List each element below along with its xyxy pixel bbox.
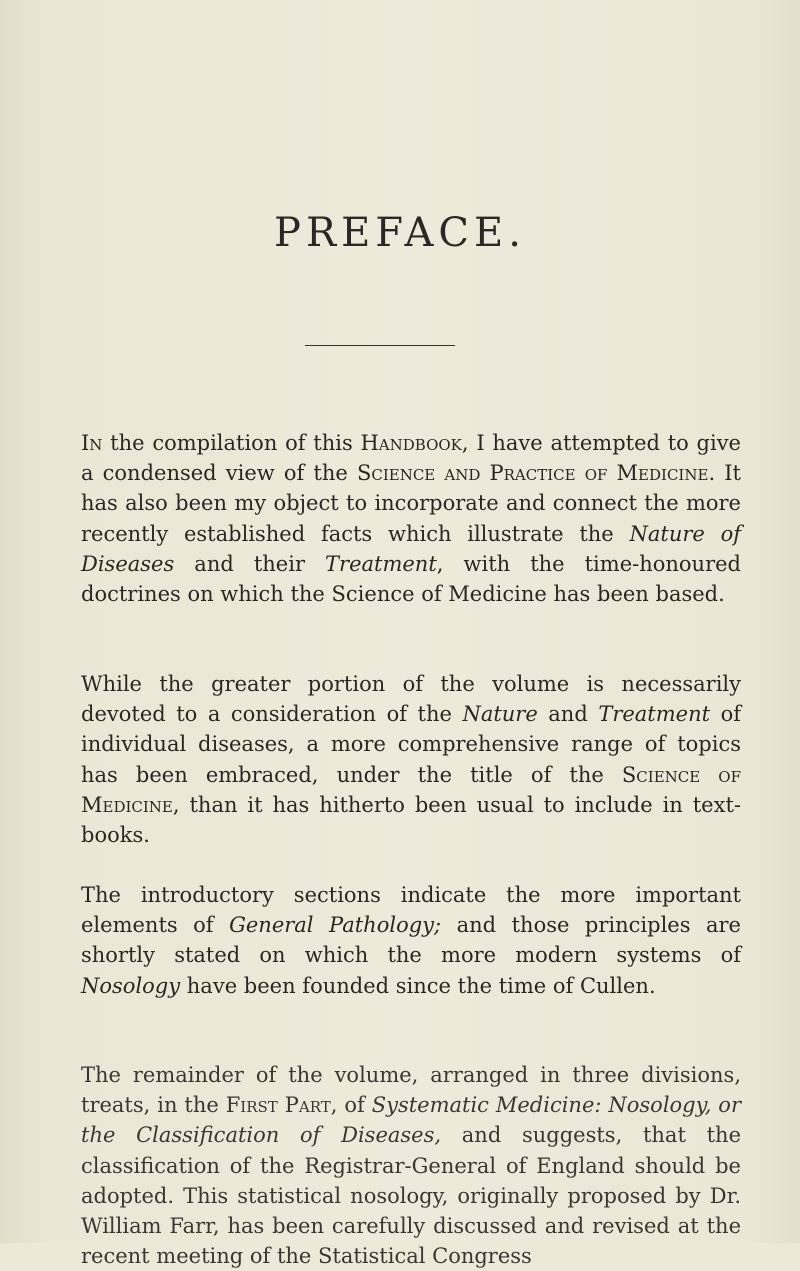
science-practice-term: Science and Practice of Medicine — [356, 461, 709, 486]
handbook-term: Handbook — [360, 431, 462, 455]
paragraph-1-text: and their — [174, 551, 326, 576]
nature-of-diseases-term: Nature of Diseases — [81, 521, 741, 576]
systematic-medicine-term: Systematic Medicine: Nosology, or the Classification of Diseases, — [81, 1093, 741, 1148]
paragraph-2-text: of individual diseases, a more comprehensive range of topics has been embraced, under the title of the — [81, 702, 742, 787]
paragraph-3-text: The introductory sections indicate the more important elements of — [81, 883, 741, 938]
paragraph-3-text: have been founded since the time of Cullen. — [180, 973, 656, 998]
treatment-term: Treatment — [598, 702, 711, 727]
title-divider — [305, 345, 455, 346]
paragraph-1-text: , I have attempted to give a condensed view of the — [81, 431, 741, 486]
nature-term: Nature — [462, 702, 538, 727]
paragraph-2-text: , than it has hitherto been usual to include in text-books. — [81, 792, 741, 848]
paragraph-4-text: and suggests, that the classification of the Registrar-General of England should be adopted. This statistical nosology, originally proposed by Dr. William Farr, has been carefully discussed and revised at the recent meeting of the Statistical Congress — [81, 1123, 741, 1269]
page-title: PREFACE. — [274, 210, 526, 256]
paragraph-1-text: the compilation of this — [102, 431, 361, 455]
paragraph-3 — [81, 880, 741, 1001]
paragraph-1-text: , with the time-honoured doctrines on which the Science of Medicine has been based. — [81, 551, 741, 607]
paragraph-1-text: . It has also been my object to incorporate and connect the more recently established facts which illustrate the — [81, 461, 741, 546]
paragraph-3-text: and those principles are shortly stated on which the more modern systems of — [81, 913, 741, 968]
paragraph-2-text: and — [537, 702, 599, 727]
paragraph-4-text: The remainder of the volume, arranged in three divisions, treats, in the — [81, 1063, 741, 1118]
treatment-term: Treatment — [325, 551, 437, 576]
science-of-medicine-term: Science of Medicine — [81, 762, 742, 817]
paragraph-2-text: While the greater portion of the volume is necessarily devoted to a consideration of the — [81, 672, 741, 727]
general-pathology-term: General Pathology; — [229, 913, 442, 938]
paragraph-2 — [81, 669, 741, 850]
paragraph-4 — [81, 1060, 741, 1271]
paragraph-1 — [81, 428, 741, 609]
nosology-term: Nosology — [81, 973, 181, 998]
first-part-term: First Part — [225, 1093, 331, 1118]
paragraph-4-text: , of — [330, 1093, 372, 1118]
paragraph-1-initial: In — [81, 431, 103, 455]
